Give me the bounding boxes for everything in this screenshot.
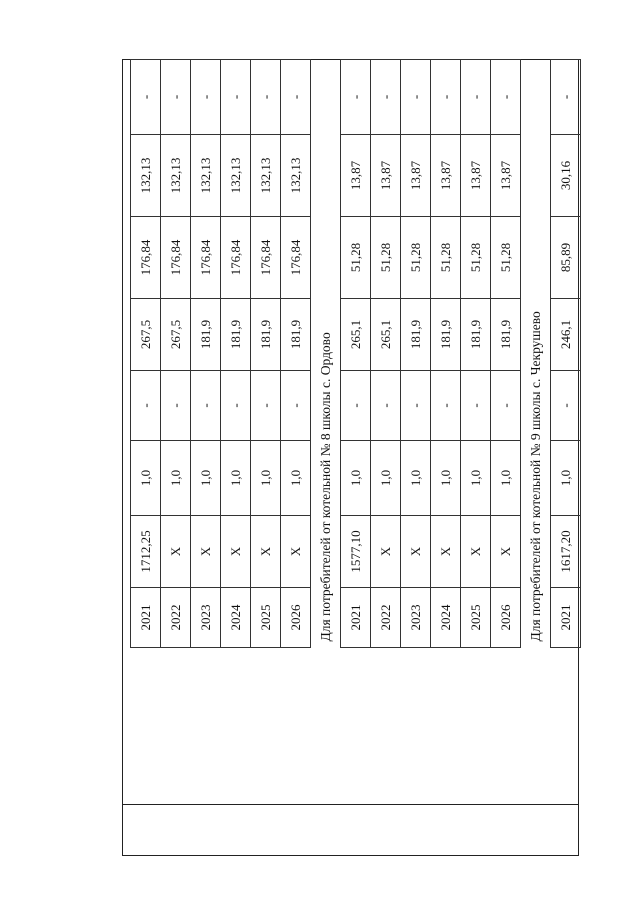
value-cell: 132,13	[221, 135, 251, 217]
value-cell: -	[401, 371, 431, 441]
value-cell: -	[341, 371, 371, 441]
year-cell: 2022	[371, 588, 401, 648]
value-cell: 181,9	[251, 299, 281, 371]
value-cell: -	[431, 60, 461, 135]
value-cell: 13,87	[491, 135, 521, 217]
group-caption: Для потребителей от котельной № 8 школы с. Ордово	[317, 332, 333, 642]
value-cell: X	[161, 516, 191, 588]
value-cell: -	[461, 371, 491, 441]
value-cell: -	[161, 60, 191, 135]
table-row	[281, 60, 311, 648]
value-cell: -	[251, 60, 281, 135]
value-cell: 1,0	[491, 441, 521, 516]
value-cell: 181,9	[401, 299, 431, 371]
value-cell: 1,0	[281, 441, 311, 516]
value-cell: -	[371, 371, 401, 441]
value-cell: 13,87	[431, 135, 461, 217]
table-row	[491, 60, 521, 648]
value-cell: 1,0	[551, 441, 581, 516]
value-cell: -	[161, 371, 191, 441]
table-row	[161, 60, 191, 648]
value-cell: 1,0	[191, 441, 221, 516]
value-cell: X	[461, 516, 491, 588]
value-cell: -	[491, 60, 521, 135]
value-cell: 181,9	[461, 299, 491, 371]
value-cell: -	[251, 371, 281, 441]
year-cell: 2023	[401, 588, 431, 648]
value-cell: X	[491, 516, 521, 588]
value-cell: 132,13	[161, 135, 191, 217]
value-cell: 1,0	[431, 441, 461, 516]
value-cell: 1,0	[371, 441, 401, 516]
table-row	[461, 60, 491, 648]
value-cell: 1,0	[221, 441, 251, 516]
value-cell: -	[551, 60, 581, 135]
value-cell: -	[131, 371, 161, 441]
year-cell: 2024	[431, 588, 461, 648]
value-cell: -	[131, 60, 161, 135]
year-cell: 2022	[161, 588, 191, 648]
value-cell: X	[251, 516, 281, 588]
value-cell: 51,28	[371, 217, 401, 299]
value-cell: 181,9	[221, 299, 251, 371]
group-caption-row	[521, 60, 551, 648]
value-cell: 181,9	[431, 299, 461, 371]
value-cell: 181,9	[281, 299, 311, 371]
table-row	[341, 60, 371, 648]
table-row	[371, 60, 401, 648]
value-cell: 267,5	[161, 299, 191, 371]
value-cell: -	[371, 60, 401, 135]
value-cell: 1,0	[161, 441, 191, 516]
value-cell: 265,1	[341, 299, 371, 371]
value-cell: 1577,10	[341, 516, 371, 588]
table-row	[431, 60, 461, 648]
value-cell: 51,28	[341, 217, 371, 299]
value-cell: 13,87	[461, 135, 491, 217]
value-cell: 132,13	[251, 135, 281, 217]
value-cell: X	[221, 516, 251, 588]
value-cell: X	[401, 516, 431, 588]
value-cell: X	[281, 516, 311, 588]
year-cell: 2023	[191, 588, 221, 648]
table-body	[131, 60, 581, 648]
value-cell: 1,0	[251, 441, 281, 516]
value-cell: -	[491, 371, 521, 441]
value-cell: -	[281, 60, 311, 135]
value-cell: 13,87	[341, 135, 371, 217]
value-cell: 176,84	[191, 217, 221, 299]
year-cell: 2025	[251, 588, 281, 648]
year-cell: 2026	[491, 588, 521, 648]
value-cell: 267,5	[131, 299, 161, 371]
year-cell: 2021	[551, 588, 581, 648]
value-cell: -	[461, 60, 491, 135]
value-cell: 176,84	[251, 217, 281, 299]
value-cell: 176,84	[161, 217, 191, 299]
value-cell: 1,0	[131, 441, 161, 516]
value-cell: 1712,25	[131, 516, 161, 588]
value-cell: -	[191, 371, 221, 441]
value-cell: 132,13	[131, 135, 161, 217]
value-cell: -	[341, 60, 371, 135]
value-cell: 181,9	[191, 299, 221, 371]
value-cell: -	[221, 371, 251, 441]
table-row	[401, 60, 431, 648]
value-cell: 176,84	[131, 217, 161, 299]
table-row	[251, 60, 281, 648]
value-cell: X	[431, 516, 461, 588]
value-cell: 132,13	[191, 135, 221, 217]
value-cell: 181,9	[491, 299, 521, 371]
value-cell: 1617,20	[551, 516, 581, 588]
value-cell: 85,89	[551, 217, 581, 299]
value-cell: 265,1	[371, 299, 401, 371]
value-cell: -	[551, 371, 581, 441]
table-row	[551, 60, 581, 648]
rotated-page	[122, 60, 578, 856]
value-cell: 13,87	[401, 135, 431, 217]
value-cell: 1,0	[401, 441, 431, 516]
value-cell: -	[191, 60, 221, 135]
value-cell: -	[221, 60, 251, 135]
value-cell: 1,0	[341, 441, 371, 516]
table-row	[191, 60, 221, 648]
table-row	[221, 60, 251, 648]
tariff-table	[130, 59, 581, 648]
group-caption: Для потребителей от котельной № 9 школы с. Чекрушево	[527, 311, 543, 642]
value-cell: 51,28	[491, 217, 521, 299]
year-cell: 2025	[461, 588, 491, 648]
year-cell: 2024	[221, 588, 251, 648]
value-cell: 1,0	[461, 441, 491, 516]
value-cell: X	[371, 516, 401, 588]
value-cell: 51,28	[431, 217, 461, 299]
value-cell: 176,84	[281, 217, 311, 299]
table-row	[131, 60, 161, 648]
value-cell: 132,13	[281, 135, 311, 217]
value-cell: 13,87	[371, 135, 401, 217]
value-cell: -	[281, 371, 311, 441]
value-cell: 51,28	[461, 217, 491, 299]
value-cell: 246,1	[551, 299, 581, 371]
value-cell: -	[401, 60, 431, 135]
year-cell: 2021	[341, 588, 371, 648]
value-cell: X	[191, 516, 221, 588]
group-caption-row	[311, 60, 341, 648]
year-cell: 2021	[131, 588, 161, 648]
value-cell: -	[431, 371, 461, 441]
table-frame	[122, 60, 578, 856]
value-cell: 176,84	[221, 217, 251, 299]
value-cell: 51,28	[401, 217, 431, 299]
left-empty-columns	[122, 648, 578, 805]
value-cell: 30,16	[551, 135, 581, 217]
year-cell: 2026	[281, 588, 311, 648]
